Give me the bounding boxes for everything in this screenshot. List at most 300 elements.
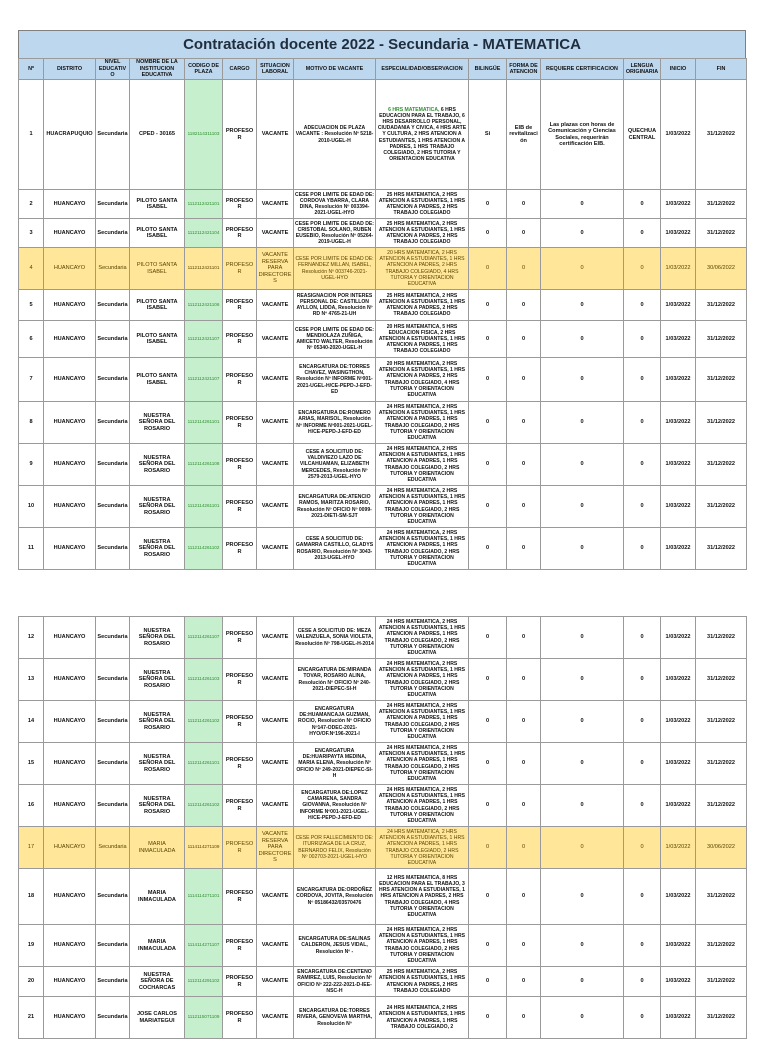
role-cell: PROFESOR [223, 248, 257, 290]
reason-cell: ENCARGATURA DE:ORDOÑEZ CORDOVA, JOVITA, Resolución Nº 05186432/03570476 [294, 869, 376, 925]
row-number: 20 [19, 967, 44, 997]
district-cell: HUANCAYO [44, 528, 96, 570]
specialty-cell [376, 925, 469, 967]
bilingual-cell: 0 [469, 358, 507, 402]
row-number: 5 [19, 290, 44, 321]
start-date-cell: 1/03/2022 [661, 997, 696, 1039]
status-cell: VACANTE [257, 659, 294, 701]
school-cell: CPED - 30165 [130, 80, 185, 190]
end-date-cell: 31/12/2022 [696, 869, 747, 925]
specialty-cell [376, 219, 469, 248]
attention-form-cell: 0 [507, 248, 541, 290]
status-cell: VACANTE [257, 925, 294, 967]
end-date-cell: 31/12/2022 [696, 486, 747, 528]
specialty-text: 24 HRS MATEMATICA, 2 HRS ATENCION A ESTUDIANTES, 1 HRS ATENCION A PADRES, 1 HRS TRABAJO COLEGIADO, 2 HRS TUTORIA Y ORIENTACION EDUCATIVA [378, 927, 466, 964]
certification-cell: 0 [541, 290, 624, 321]
reason-cell: ENCARGATURA DE:CENTENO RAMIREZ, LUIS, Resolución Nº OFICIO Nº 222-222-2021-D-IEE-NSC-H [294, 967, 376, 997]
attention-form-cell: 0 [507, 444, 541, 486]
level-cell: Secundaria [96, 321, 130, 358]
row-number: 19 [19, 925, 44, 967]
vacancies-table-page-2 [18, 616, 747, 1039]
status-cell: VACANTE RESERVA PARA DIRECTORES [257, 827, 294, 869]
attention-form-cell: 0 [507, 925, 541, 967]
end-date-cell: 31/12/2022 [696, 785, 747, 827]
level-cell: Secundaria [96, 659, 130, 701]
specialty-cell [376, 290, 469, 321]
row-number: 10 [19, 486, 44, 528]
position-code-cell: 1112115071109 [185, 997, 223, 1039]
school-cell: NUESTRA SEÑORA DEL ROSARIO [130, 444, 185, 486]
school-cell: PILOTO SANTA ISABEL [130, 219, 185, 248]
end-date-cell: 31/12/2022 [696, 925, 747, 967]
specialty-cell [376, 321, 469, 358]
end-date-cell: 31/12/2022 [696, 528, 747, 570]
position-code-cell: 1112114261101 [185, 402, 223, 444]
specialty-text: 24 HRS MATEMATICA, 2 HRS ATENCION A ESTUDIANTES, 1 HRS ATENCION A PADRES, 1 HRS TRABAJO COLEGIADO, 2 HRS TUTORIA Y ORIENTACION EDUCATIVA [379, 829, 465, 866]
attention-form-cell: 0 [507, 967, 541, 997]
attention-form-cell: 0 [507, 190, 541, 219]
start-date-cell: 1/03/2022 [661, 358, 696, 402]
row-number: 9 [19, 444, 44, 486]
status-cell: VACANTE [257, 997, 294, 1039]
attention-form-cell: 0 [507, 290, 541, 321]
language-cell: 0 [624, 869, 661, 925]
end-date-cell: 31/12/2022 [696, 321, 747, 358]
start-date-cell: 1/03/2022 [661, 659, 696, 701]
column-header: Nº [19, 59, 44, 80]
row-number: 18 [19, 869, 44, 925]
start-date-cell: 1/03/2022 [661, 219, 696, 248]
language-cell: QUECHUA CENTRAL [624, 80, 661, 190]
certification-cell: Las plazas con horas de Comunicación y Ciencias Sociales, requerirán certificación EIB. [541, 80, 624, 190]
specialty-text: 12 HRS MATEMATICA, 8 HRS EDUCACION PARA EL TRABAJO, 3 HRS ATENCION A ESTUDIANTES, 1 HRS ATENCION A PADRES, 2 HRS TRABAJO COLEGIADO, 4 HRS TUTORIA Y ORIENTACION EDUCATIVA [379, 875, 465, 918]
certification-cell: 0 [541, 321, 624, 358]
end-date-cell: 31/12/2022 [696, 290, 747, 321]
row-number: 1 [19, 80, 44, 190]
specialty-text: 24 HRS MATEMATICA, 2 HRS ATENCION A ESTUDIANTES, 1 HRS ATENCION A PADRES, 1 HRS TRABAJO COLEGIADO, 2 HRS TUTORIA Y ORIENTACION EDUCATIVA [378, 404, 466, 441]
table-row [19, 486, 747, 528]
language-cell: 0 [624, 444, 661, 486]
attention-form-cell: 0 [507, 869, 541, 925]
specialty-text: 24 HRS MATEMATICA, 2 HRS ATENCION A ESTUDIANTES, 1 HRS ATENCION A PADRES, 1 HRS TRABAJO COLEGIADO, 2 HRS TUTORIA Y ORIENTACION EDUCATIVA [378, 446, 466, 483]
column-header: REQUIERE CERTIFICACION [541, 59, 624, 80]
specialty-text: 24 HRS MATEMATICA, 2 HRS ATENCION A ESTUDIANTES, 1 HRS ATENCION A PADRES, 1 HRS TRABAJO COLEGIADO, 2 HRS TUTORIA Y ORIENTACION EDUCATIVA [378, 661, 466, 698]
language-cell: 0 [624, 617, 661, 659]
school-cell: NUESTRA SEÑORA DEL ROSARIO [130, 785, 185, 827]
attention-form-cell: 0 [507, 997, 541, 1039]
sheet-page-1 [18, 30, 746, 570]
end-date-cell: 31/12/2022 [696, 743, 747, 785]
row-number: 6 [19, 321, 44, 358]
specialty-cell [376, 701, 469, 743]
end-date-cell: 31/12/2022 [696, 997, 747, 1039]
specialty-text: 25 HRS MATEMATICA, 2 HRS ATENCION A ESTUDIANTES, 1 HRS ATENCION A PADRES, 2 HRS TRABAJO COLEGIADO [378, 191, 466, 217]
table-row [19, 743, 747, 785]
level-cell: Secundaria [96, 997, 130, 1039]
certification-cell: 0 [541, 659, 624, 701]
reason-cell: CESE POR LIMITE DE EDAD DE: CORDOVA YBARRA, CLARA DINA, Resolución Nº 003394-2021-UGEL-HYO [294, 190, 376, 219]
row-number: 16 [19, 785, 44, 827]
status-cell: VACANTE [257, 486, 294, 528]
bilingual-cell: 0 [469, 486, 507, 528]
certification-cell: 0 [541, 402, 624, 444]
attention-form-cell: 0 [507, 827, 541, 869]
certification-cell: 0 [541, 219, 624, 248]
language-cell: 0 [624, 486, 661, 528]
position-code-cell: 1112112421107 [185, 358, 223, 402]
status-cell: VACANTE [257, 290, 294, 321]
status-cell: VACANTE [257, 785, 294, 827]
language-cell: 0 [624, 219, 661, 248]
certification-cell: 0 [541, 444, 624, 486]
start-date-cell: 1/03/2022 [661, 444, 696, 486]
school-cell: JOSE CARLOS MARIATEGUI [130, 997, 185, 1039]
row-number: 8 [19, 402, 44, 444]
row-number: 14 [19, 701, 44, 743]
attention-form-cell: 0 [507, 528, 541, 570]
column-header: MOTIVO DE VACANTE [294, 59, 376, 80]
level-cell: Secundaria [96, 358, 130, 402]
specialty-cell [376, 785, 469, 827]
reason-cell: REASIGNACION POR INTERES PERSONAL DE: CASTILLON AYLLON, LIDDA, Resolución Nº RD Nº 4765-21-UH [294, 290, 376, 321]
table-row [19, 869, 747, 925]
column-header: FIN [696, 59, 747, 80]
table-row [19, 997, 747, 1039]
role-cell: PROFESOR [223, 402, 257, 444]
table-row [19, 402, 747, 444]
start-date-cell: 1/03/2022 [661, 869, 696, 925]
table-row [19, 219, 747, 248]
certification-cell: 0 [541, 869, 624, 925]
status-cell: VACANTE [257, 967, 294, 997]
district-cell: HUANCAYO [44, 869, 96, 925]
school-cell: PILOTO SANTA ISABEL [130, 190, 185, 219]
specialty-text: 24 HRS MATEMATICA, 2 HRS ATENCION A ESTUDIANTES, 1 HRS ATENCION A PADRES, 1 HRS TRABAJO COLEGIADO, 2 HRS TUTORIA Y ORIENTACION EDUCATIVA [378, 488, 466, 525]
specialty-cell [376, 80, 469, 190]
table-row [19, 827, 747, 869]
table-header-row [19, 59, 747, 80]
district-cell: HUANCAYO [44, 248, 96, 290]
role-cell: PROFESOR [223, 743, 257, 785]
specialty-lead: 6 HRS MATEMATICA, [388, 107, 440, 114]
column-header: INICIO [661, 59, 696, 80]
position-code-cell: 1112114261101 [185, 743, 223, 785]
bilingual-cell: 0 [469, 827, 507, 869]
specialty-cell [376, 248, 469, 290]
end-date-cell: 31/12/2022 [696, 80, 747, 190]
specialty-cell [376, 402, 469, 444]
end-date-cell: 31/12/2022 [696, 617, 747, 659]
reason-cell: CESE A SOLICITUD DE: VALDIVIEZO LAZO DE VILCAHUAMAN, ELIZABETH MERCEDES, Resolución Nº 2579-2013-UGEL-HYO [294, 444, 376, 486]
column-header: DISTRITO [44, 59, 96, 80]
column-header: SITUACION LABORAL [257, 59, 294, 80]
reason-cell: ENCARGATURA DE:ATENCIO RAMOS, MARITZA ROSARIO, Resolución Nº OFICIO Nº 0099-2021-DIETI-SM-SJT [294, 486, 376, 528]
row-number: 4 [19, 248, 44, 290]
certification-cell: 0 [541, 190, 624, 219]
specialty-text: 24 HRS MATEMATICA, 2 HRS ATENCION A ESTUDIANTES, 1 HRS ATENCION A PADRES, 1 HRS TRABAJO COLEGIADO, 2 [378, 1005, 466, 1030]
attention-form-cell: 0 [507, 743, 541, 785]
status-cell: VACANTE [257, 402, 294, 444]
row-number: 21 [19, 997, 44, 1039]
status-cell: VACANTE [257, 869, 294, 925]
role-cell: PROFESOR [223, 290, 257, 321]
level-cell: Secundaria [96, 80, 130, 190]
language-cell: 0 [624, 358, 661, 402]
role-cell: PROFESOR [223, 528, 257, 570]
district-cell: HUANCAYO [44, 743, 96, 785]
status-cell: VACANTE [257, 444, 294, 486]
position-code-cell: 1112114261102 [185, 528, 223, 570]
reason-cell: CESE A SOLICITUD DE: MEZA VALENZUELA, SONIA VIOLETA, Resolución Nº 798-UGEL-H-2014 [294, 617, 376, 659]
sheet-page-2 [18, 616, 746, 1039]
role-cell: PROFESOR [223, 444, 257, 486]
school-cell: NUESTRA SEÑORA DEL ROSARIO [130, 743, 185, 785]
start-date-cell: 1/03/2022 [661, 321, 696, 358]
school-cell: NUESTRA SEÑORA DEL ROSARIO [130, 528, 185, 570]
school-cell: PILOTO SANTA ISABEL [130, 290, 185, 321]
certification-cell: 0 [541, 486, 624, 528]
school-cell: MARIA INMACULADA [130, 925, 185, 967]
level-cell: Secundaria [96, 701, 130, 743]
reason-cell: CESE POR LIMITE DE EDAD DE: CRISTOBAL SOLANO, RUBEN EUSEBIO, Resolución Nº 05264-2019-UGEL-H [294, 219, 376, 248]
column-header: LENGUA ORIGINARIA [624, 59, 661, 80]
role-cell: PROFESOR [223, 190, 257, 219]
status-cell: VACANTE [257, 219, 294, 248]
reason-cell: ENCARGATURA DE:MIRANDA TOVAR, ROSARIO ALINA, Resolución Nº OFICIO Nº 240-2021-DIEPEC-SI-H [294, 659, 376, 701]
level-cell: Secundaria [96, 248, 130, 290]
attention-form-cell: 0 [507, 402, 541, 444]
specialty-text: 24 HRS MATEMATICA, 2 HRS ATENCION A ESTUDIANTES, 1 HRS ATENCION A PADRES, 1 HRS TRABAJO COLEGIADO, 2 HRS TUTORIA Y ORIENTACION EDUCATIVA [378, 745, 466, 782]
level-cell: Secundaria [96, 402, 130, 444]
specialty-cell [376, 997, 469, 1039]
bilingual-cell: 0 [469, 967, 507, 997]
district-cell: HUANCAYO [44, 827, 96, 869]
column-header: FORMA DE ATENCION [507, 59, 541, 80]
position-code-cell: 1112112421101 [185, 190, 223, 219]
attention-form-cell: 0 [507, 358, 541, 402]
school-cell: NUESTRA SEÑORA DEL ROSARIO [130, 617, 185, 659]
bilingual-cell: 0 [469, 219, 507, 248]
language-cell: 0 [624, 659, 661, 701]
role-cell: PROFESOR [223, 486, 257, 528]
level-cell: Secundaria [96, 967, 130, 997]
level-cell: Secundaria [96, 219, 130, 248]
end-date-cell: 30/06/2022 [696, 827, 747, 869]
bilingual-cell: 0 [469, 617, 507, 659]
language-cell: 0 [624, 321, 661, 358]
specialty-cell [376, 967, 469, 997]
row-number: 17 [19, 827, 44, 869]
role-cell: PROFESOR [223, 617, 257, 659]
reason-cell: ENCARGATURA DE:ROMERO ARIAS, MARISOL, Resolución Nº INFORME Nº001-2021-UGEL-H/CE-PEPD-J-EFD-ED [294, 402, 376, 444]
district-cell: HUANCAYO [44, 701, 96, 743]
level-cell: Secundaria [96, 528, 130, 570]
status-cell: VACANTE [257, 701, 294, 743]
level-cell: Secundaria [96, 190, 130, 219]
attention-form-cell: 0 [507, 701, 541, 743]
position-code-cell: 1112112421107 [185, 321, 223, 358]
specialty-cell [376, 869, 469, 925]
row-number: 7 [19, 358, 44, 402]
attention-form-cell: 0 [507, 659, 541, 701]
specialty-cell [376, 528, 469, 570]
district-cell: HUANCAYO [44, 617, 96, 659]
start-date-cell: 1/03/2022 [661, 290, 696, 321]
level-cell: Secundaria [96, 444, 130, 486]
status-cell: VACANTE RESERVA PARA DIRECTORES [257, 248, 294, 290]
certification-cell: 0 [541, 248, 624, 290]
specialty-text: 20 HRS MATEMATICA, 5 HRS EDUCACION FISICA, 2 HRS ATENCION A ESTUDIANTES, 1 HRS ATENCION A PADRES, 1 HRS TRABAJO COLEGIADO [378, 323, 466, 355]
start-date-cell: 1/03/2022 [661, 528, 696, 570]
bilingual-cell: 0 [469, 321, 507, 358]
district-cell: HUANCAYO [44, 402, 96, 444]
role-cell: PROFESOR [223, 785, 257, 827]
position-code-cell: 1182114311103 [185, 80, 223, 190]
table-row [19, 80, 747, 190]
district-cell: HUANCAYO [44, 486, 96, 528]
district-cell: HUANCAYO [44, 997, 96, 1039]
language-cell: 0 [624, 248, 661, 290]
certification-cell: 0 [541, 785, 624, 827]
bilingual-cell: 0 [469, 248, 507, 290]
bilingual-cell: 0 [469, 444, 507, 486]
table-row [19, 248, 747, 290]
specialty-text: 24 HRS MATEMATICA, 2 HRS ATENCION A ESTUDIANTES, 1 HRS ATENCION A PADRES, 1 HRS TRABAJO COLEGIADO, 2 HRS TUTORIA Y ORIENTACION EDUCATIVA [378, 530, 466, 567]
certification-cell: 0 [541, 617, 624, 659]
attention-form-cell: EIB de revitalización [507, 80, 541, 190]
status-cell: VACANTE [257, 528, 294, 570]
reason-cell: CESE POR FALLECIMIENTO DE: ITURRIZAGA DE LA CRUZ, BERNARDO FELIX, Resolución Nº 002703-2021-UGEL-HYO [294, 827, 376, 869]
district-cell: HUANCAYO [44, 190, 96, 219]
position-code-cell: 1112114261102 [185, 701, 223, 743]
specialty-text: 24 HRS MATEMATICA, 2 HRS ATENCION A ESTUDIANTES, 1 HRS ATENCION A PADRES, 1 HRS TRABAJO COLEGIADO, 2 HRS TUTORIA Y ORIENTACION EDUCATIVA [378, 787, 466, 824]
district-cell: HUANCAYO [44, 659, 96, 701]
attention-form-cell: 0 [507, 617, 541, 659]
level-cell: Secundaria [96, 290, 130, 321]
table-row [19, 617, 747, 659]
school-cell: NUESTRA SEÑORA DEL ROSARIO [130, 659, 185, 701]
table-row [19, 290, 747, 321]
school-cell: NUESTRA SEÑORA DEL ROSARIO [130, 402, 185, 444]
specialty-cell [376, 190, 469, 219]
level-cell: Secundaria [96, 617, 130, 659]
district-cell: HUANCAYO [44, 925, 96, 967]
table-row [19, 701, 747, 743]
end-date-cell: 31/12/2022 [696, 402, 747, 444]
position-code-cell: 1112114291102 [185, 967, 223, 997]
start-date-cell: 1/03/2022 [661, 80, 696, 190]
district-cell: HUACRAPUQUIO [44, 80, 96, 190]
bilingual-cell: Si [469, 80, 507, 190]
specialty-cell [376, 743, 469, 785]
status-cell: VACANTE [257, 80, 294, 190]
specialty-text: 6 HRS EDUCACION PARA EL TRABAJO, 6 HRS DESARROLLO PERSONAL, CIUDADANIA Y CIVICA, 4 HRS ARTE Y CULTURA, 2 HRS ATENCION A ESTUDIANTES, 1 HRS ATENCION A PADRES, 1 HRS TRABAJO COLEGIADO, 2 HRS TUTORIA Y ORIENTACION EDUCATIVA [377, 107, 467, 162]
language-cell: 0 [624, 997, 661, 1039]
bilingual-cell: 0 [469, 290, 507, 321]
start-date-cell: 1/03/2022 [661, 617, 696, 659]
column-header: NOMBRE DE LA INSTITUCION EDUCATIVA [130, 59, 185, 80]
start-date-cell: 1/03/2022 [661, 785, 696, 827]
start-date-cell: 1/03/2022 [661, 248, 696, 290]
status-cell: VACANTE [257, 358, 294, 402]
reason-cell: CESE POR LIMITE DE EDAD DE: FERNANDEZ MILLAN, ISABEL, Resolución Nº 003746-2021-UGEL-HYO [294, 248, 376, 290]
school-cell: PILOTO SANTA ISABEL [130, 248, 185, 290]
column-header: CODIGO DE PLAZA [185, 59, 223, 80]
end-date-cell: 31/12/2022 [696, 701, 747, 743]
bilingual-cell: 0 [469, 869, 507, 925]
status-cell: VACANTE [257, 190, 294, 219]
specialty-cell [376, 486, 469, 528]
document-title: Contratación docente 2022 - Secundaria - MATEMATICA [18, 30, 746, 58]
start-date-cell: 1/03/2022 [661, 827, 696, 869]
role-cell: PROFESOR [223, 219, 257, 248]
end-date-cell: 31/12/2022 [696, 444, 747, 486]
language-cell: 0 [624, 528, 661, 570]
level-cell: Secundaria [96, 743, 130, 785]
specialty-text: 25 HRS MATEMATICA, 2 HRS ATENCION A ESTUDIANTES, 1 HRS ATENCION A PADRES, 2 HRS TRABAJO COLEGIADO [378, 292, 466, 318]
start-date-cell: 1/03/2022 [661, 967, 696, 997]
position-code-cell: 1112112421106 [185, 290, 223, 321]
reason-cell: ENCARGATURA DE:SALINAS CALDERON, JESUS VIDAL, Resolución Nº - [294, 925, 376, 967]
row-number: 15 [19, 743, 44, 785]
specialty-text: 20 HRS MATEMATICA, 2 HRS ATENCION A ESTUDIANTES, 1 HRS ATENCION A PADRES, 2 HRS TRABAJO COLEGIADO, 4 HRS TUTORIA Y ORIENTACION EDUCATIVA [378, 361, 466, 398]
school-cell: NUESTRA SEÑORA DE COCHARCAS [130, 967, 185, 997]
reason-cell: ENCARGATURA DE:TORRES RIVERA, GENOVEVA MARTHA, Resolución Nº [294, 997, 376, 1039]
language-cell: 0 [624, 701, 661, 743]
attention-form-cell: 0 [507, 785, 541, 827]
role-cell: PROFESOR [223, 869, 257, 925]
column-header: ESPECIALIDAD/OBSERVACION [376, 59, 469, 80]
level-cell: Secundaria [96, 785, 130, 827]
column-header: NIVEL EDUCATIVO [96, 59, 130, 80]
district-cell: HUANCAYO [44, 967, 96, 997]
specialty-cell [376, 358, 469, 402]
school-cell: PILOTO SANTA ISABEL [130, 358, 185, 402]
specialty-cell [376, 659, 469, 701]
role-cell: PROFESOR [223, 967, 257, 997]
position-code-cell: 1112114261102 [185, 785, 223, 827]
reason-cell: ADECUACION DE PLAZA VACANTE : Resolución Nº 5218-2010-UGEL-H [294, 80, 376, 190]
specialty-text: 25 HRS MATEMATICA, 2 HRS ATENCION A ESTUDIANTES, 1 HRS ATENCION A PADRES, 2 HRS TRABAJO COLEGIADO [378, 969, 466, 994]
position-code-cell: 1112112421104 [185, 219, 223, 248]
row-number: 12 [19, 617, 44, 659]
bilingual-cell: 0 [469, 528, 507, 570]
district-cell: HUANCAYO [44, 321, 96, 358]
role-cell: PROFESOR [223, 997, 257, 1039]
position-code-cell: 1112114261108 [185, 444, 223, 486]
specialty-cell [376, 827, 469, 869]
reason-cell: ENCARGATURA DE:LOPEZ CAMARENA, SANDRA GIOVANNA, Resolución Nº INFORME Nº001-2021-UGEL-H/CE-PEPD-J-EFD-ED [294, 785, 376, 827]
attention-form-cell: 0 [507, 486, 541, 528]
certification-cell: 0 [541, 701, 624, 743]
end-date-cell: 31/12/2022 [696, 358, 747, 402]
column-header: CARGO [223, 59, 257, 80]
language-cell: 0 [624, 967, 661, 997]
status-cell: VACANTE [257, 321, 294, 358]
row-number: 3 [19, 219, 44, 248]
certification-cell: 0 [541, 827, 624, 869]
table-row [19, 925, 747, 967]
table-row [19, 321, 747, 358]
bilingual-cell: 0 [469, 402, 507, 444]
language-cell: 0 [624, 785, 661, 827]
school-cell: PILOTO SANTA ISABEL [130, 321, 185, 358]
school-cell: NUESTRA SEÑORA DEL ROSARIO [130, 486, 185, 528]
district-cell: HUANCAYO [44, 785, 96, 827]
end-date-cell: 30/06/2022 [696, 248, 747, 290]
end-date-cell: 31/12/2022 [696, 219, 747, 248]
level-cell: Secundaria [96, 486, 130, 528]
